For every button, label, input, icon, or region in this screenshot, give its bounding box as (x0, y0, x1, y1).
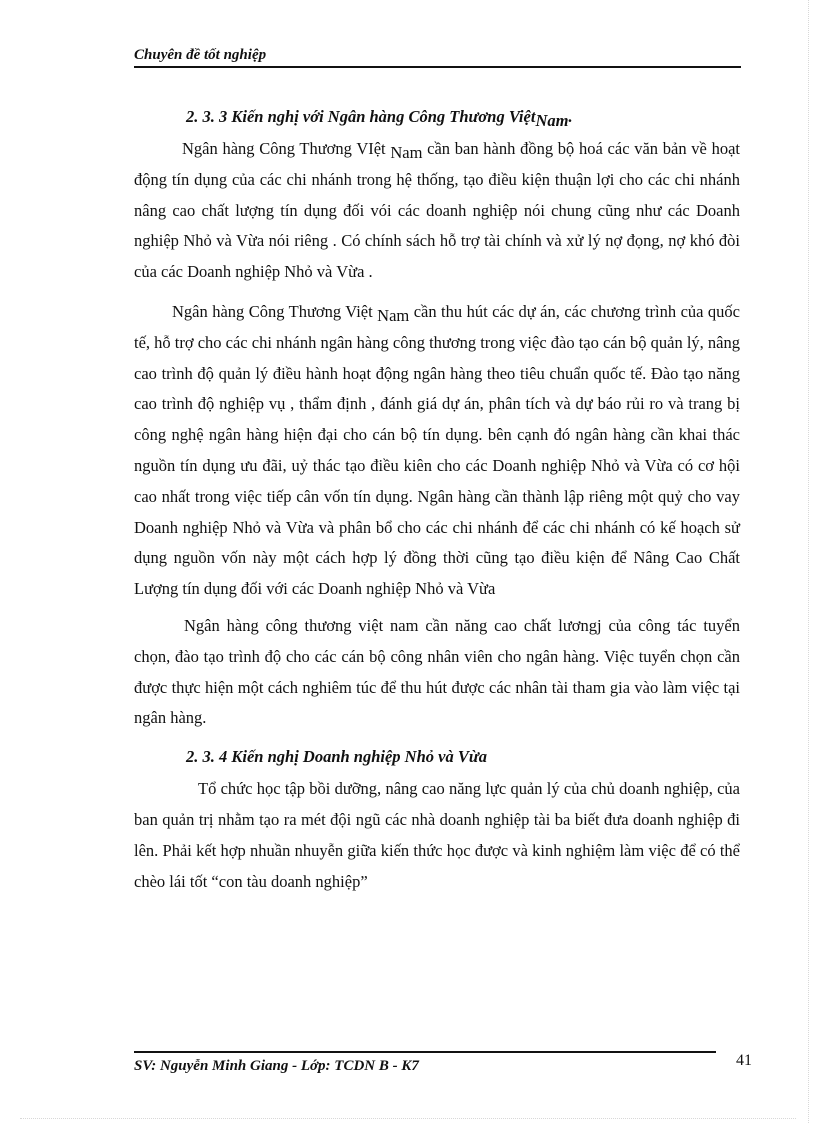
paragraph-1-rest: cần ban hành đồng bộ hoá các văn bản về hoạt động tín dụng của các chi nhánh trong hệ thống, tạo điều kiện thuận lợi cho các chi nhánh nâng cao chất lượng tín dụng đối vói các doanh nghiệp nói chung cũng như các Doanh nghiệp Nhỏ và Vừa nói riêng . Có chính sách hỗ trợ tài chính và xử lý nợ đọng, nợ khó đòi của các Doanh nghiệp Nhỏ và Vừa . (134, 139, 740, 282)
heading-end: . (568, 107, 573, 126)
paragraph-2-start: Ngân hàng Công Thương Việt (172, 301, 378, 321)
paragraph-3: Ngân hàng công thương việt nam cần năng cao chất lươngj của công tác tuyển chọn, đào tạo trình độ cho các cán bộ công nhân viên cho ngân hàng. Việc tuyển chọn cần được thực hiện một cách nghiêm túc để thu hút được các nhân tài tham gia vào làm việc tại ngân hàng. (134, 615, 740, 728)
paragraph-2-rest: cần thu hút các dự án, các chương trình của quốc tế, hỗ trợ cho các chi nhánh ngân hàng công thương trong việc đào tạo cán bộ quản lý, nâng cao trình độ quản lý điều hành hoạt động ngân hàng theo tiêu chuẩn quốc tế. Đào tạo năng cao trình độ nghiệp vụ , thẩm định , đánh giá dự án, phân tích và dự báo rủi ro và trang bị công nghệ ngân hàng hiện đại cho cán bộ tín dụng. bên cạnh đó ngân hàng cần khai thác nguồn tín dụng ưu đãi, uỷ thác tạo điều kiên cho các Doanh nghiệp Nhỏ và Vừa có cơ hội cao nhất trong việc tiếp cân vốn tín dụng. Ngân hàng cần thành lập riêng một quỷ cho vay Doanh nghiệp Nhỏ và Vừa và phân bổ cho các chi nhánh để các chi nhánh có kế hoạch sử dụng nguồn vốn này một cách hợp lý đồng thời cũng tạo điều kiện để Nâng Cao Chất Lượng tín dụng đối với các Doanh nghiệp Nhỏ và Vừa (134, 301, 741, 599)
footer-divider (134, 1051, 716, 1053)
section-heading-2-3-4: 2. 3. 4 Kiến nghị Doanh nghiệp Nhỏ và Vừa (186, 747, 487, 767)
section-heading-2-3-3 (186, 102, 740, 132)
page-body (134, 100, 740, 897)
paragraph-1-subscript: Nam (390, 143, 423, 162)
page-footer: SV: Nguyễn Minh Giang - Lớp: TCDN B - K7 (134, 1058, 419, 1074)
page-border-bottom (20, 1118, 796, 1119)
paragraph-2-subscript: Nam (377, 305, 410, 325)
heading-text: 2. 3. 3 Kiến nghị với Ngân hàng Công Thương Việt (186, 107, 536, 126)
paragraph-1 (134, 134, 740, 288)
page-border-right (808, 0, 809, 1123)
paragraph-2 (134, 297, 740, 605)
heading-subscript: Nam (535, 111, 569, 130)
paragraph-1-start: Ngân hàng Công Thương VIệt (182, 139, 391, 158)
paragraph-4: Tổ chức học tập bồi dưỡng, nâng cao năng lực quản lý của chủ doanh nghiệp, của ban quản trị nhằm tạo ra mét đội ngũ các nhà doanh nghiệp tài ba biết đưa doanh nghiệp đi lên. Phải kết hợp nhuần nhuyễn giữa kiến thức học được và kinh nghiệm làm việc để có thể chèo lái tốt “con tàu doanh nghiệp” (134, 779, 740, 891)
page-number: 41 (736, 1052, 752, 1069)
page-header: Chuyên đề tốt nghiệp (134, 47, 741, 68)
